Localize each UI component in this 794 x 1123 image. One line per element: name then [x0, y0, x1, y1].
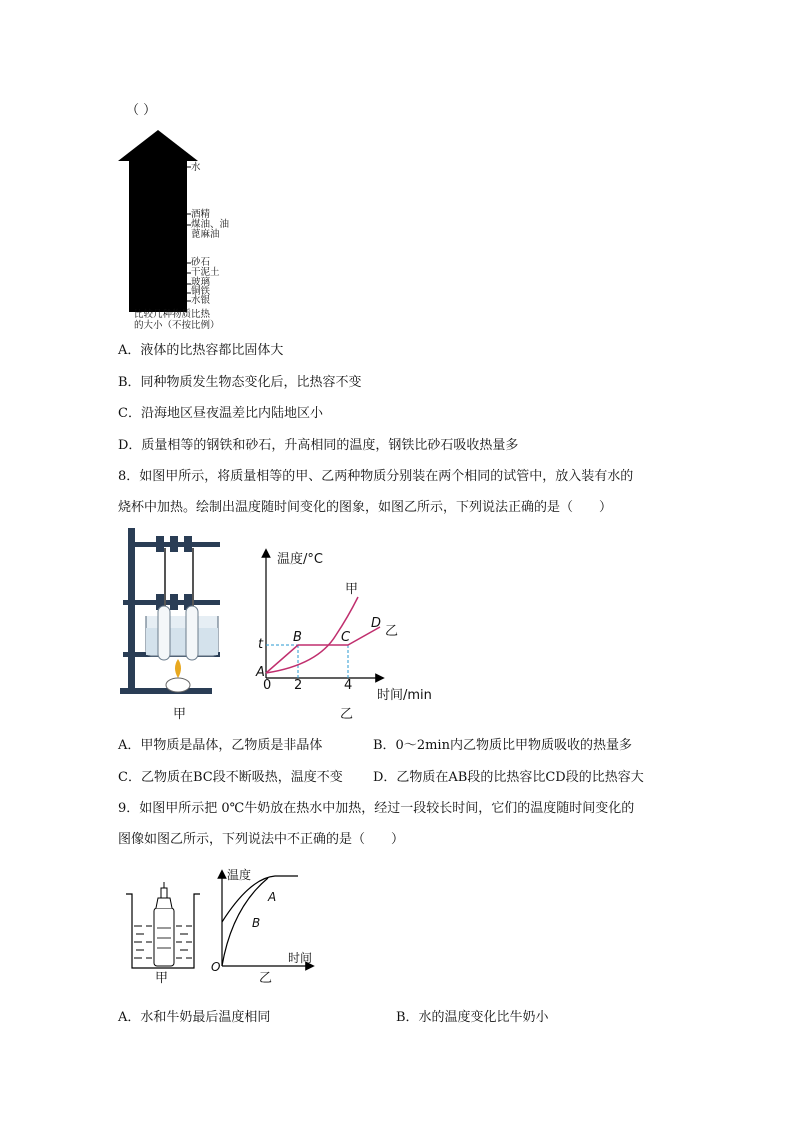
figure-caption-line1: 比较几种物质比热: [134, 309, 211, 320]
q9-option-a: A．水和牛奶最后温度相同: [118, 1010, 271, 1025]
q7-option-d: D．质量相等的钢铁和砂石，升高相同的温度，钢铁比砂石吸收热量多: [118, 438, 519, 453]
t-label: t: [258, 637, 264, 652]
specific-heat-arrow-figure: [118, 130, 248, 330]
q8-option-b: B．0～2min内乙物质比甲物质吸收的热量多: [373, 738, 632, 753]
q8-option-c: C．乙物质在BC段不断吸热，温度不变: [118, 770, 343, 785]
curve-jia-label: 甲: [345, 582, 359, 597]
point-c-label: C: [341, 630, 351, 645]
label-mercury: 水银: [191, 295, 211, 306]
tick-2-label: 2: [294, 678, 303, 693]
label-sand: 砂石: [191, 257, 211, 268]
arrow-shape: [118, 130, 198, 312]
q8-fig-right-label: 乙: [340, 707, 354, 722]
q9-origin-label: O: [211, 960, 221, 974]
answer-bracket: （ ）: [126, 103, 157, 118]
q9-x-axis-label: 时间: [288, 951, 313, 965]
tick-4-label: 4: [344, 678, 353, 693]
q8-option-a: A．甲物质是晶体，乙物质是非晶体: [118, 738, 323, 753]
q9-stem-line2: 图像如图乙所示，下列说法中不正确的是（ ）: [118, 832, 405, 847]
label-water: 水: [191, 162, 201, 173]
label-glass: 玻璃: [191, 277, 211, 288]
q9-option-b: B．水的温度变化比牛奶小: [396, 1010, 549, 1025]
label-castor-oil: 蓖麻油: [191, 229, 220, 240]
q7-option-a: A．液体的比热容都比固体大: [118, 343, 284, 358]
label-alcohol: 酒精: [191, 209, 211, 220]
milk-beaker-figure: [118, 876, 208, 976]
q8-stem-line2: 烧杯中加热。绘制出温度随时间变化的图象，如图乙所示，下列说法正确的是（ ）: [118, 500, 613, 515]
q9-curve-b-label: B: [252, 916, 261, 930]
x-axis-label: 时间/min: [377, 688, 432, 703]
curve-yi-label: 乙: [385, 624, 399, 639]
q7-option-c: C．沿海地区昼夜温差比内陆地区小: [118, 406, 323, 421]
figure-caption-line2: 的大小（不按比例）: [134, 320, 220, 331]
point-a-label: A: [256, 665, 265, 680]
label-dry-soil: 干泥土: [191, 267, 220, 278]
curve-b: [222, 878, 268, 966]
q9-y-axis-label: 温度: [227, 868, 252, 882]
q9-fig-right-label: 乙: [259, 971, 273, 986]
q8-fig-left-label: 甲: [173, 707, 187, 722]
q9-curve-a-label: A: [268, 890, 277, 904]
origin-label: 0: [263, 678, 272, 693]
q8-option-d: D．乙物质在AB段的比热容比CD段的比热容大: [373, 770, 644, 785]
point-d-label: D: [371, 616, 382, 631]
heating-apparatus-figure: [118, 528, 238, 698]
point-b-label: B: [293, 630, 302, 645]
label-kerosene-oil: 煤油、油: [191, 219, 230, 230]
q8-stem-line1: 8．如图甲所示，将质量相等的甲、乙两种物质分别装在两个相同的试管中，放入装有水的: [118, 469, 634, 484]
q7-option-b: B．同种物质发生物态变化后，比热容不变: [118, 375, 362, 390]
y-axis-label: 温度/°C: [277, 552, 323, 567]
q9-stem-line1: 9．如图甲所示把 0℃牛奶放在热水中加热，经过一段较长时间，它们的温度随时间变化的: [118, 801, 635, 816]
label-copper-iron: 铜铁: [191, 286, 211, 297]
q9-fig-left-label: 甲: [155, 971, 169, 986]
